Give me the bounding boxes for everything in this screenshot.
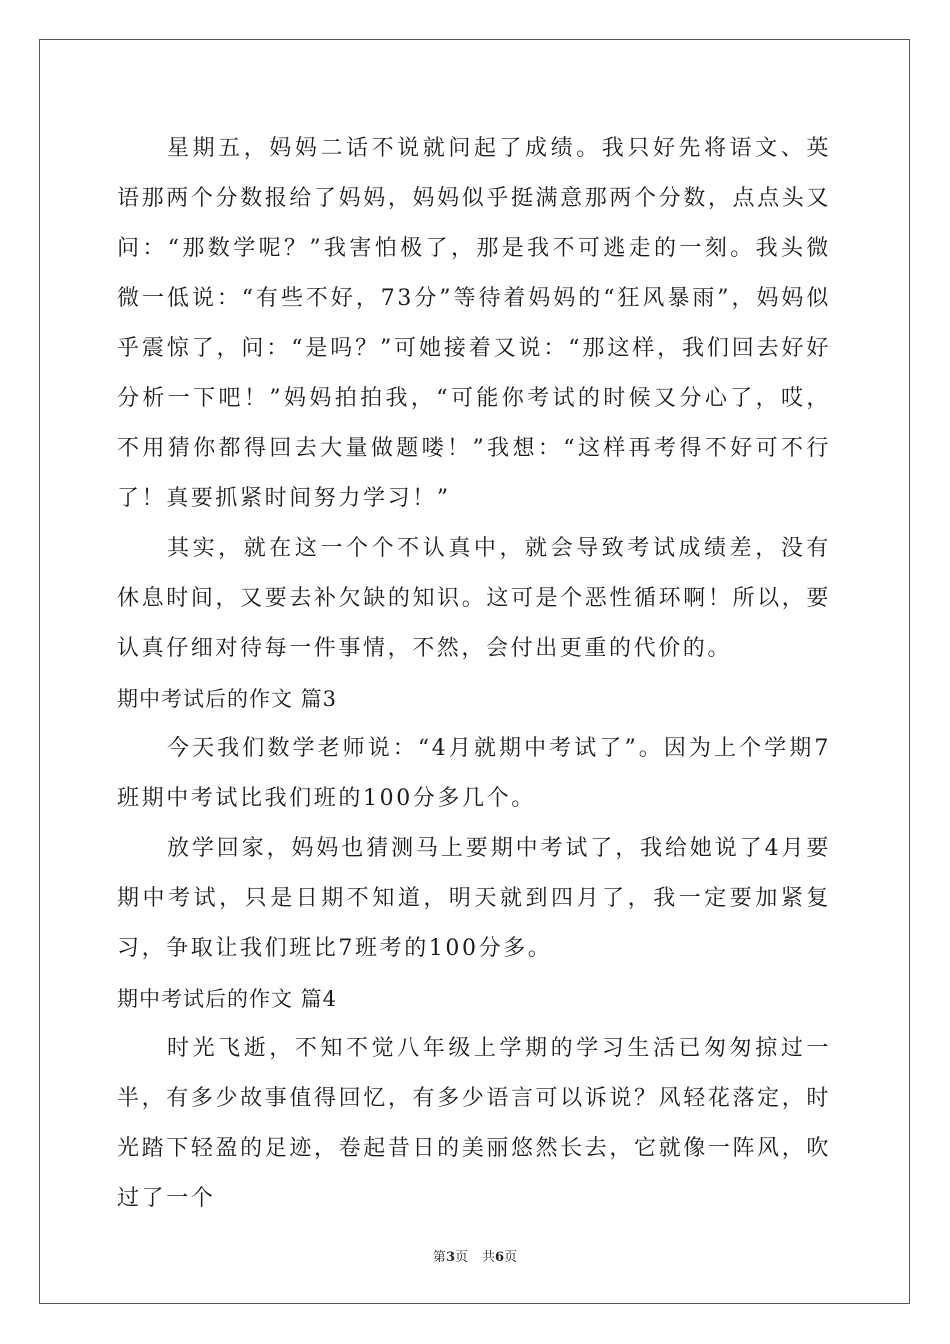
paragraph: 今天我们数学老师说：“4月就期中考试了”。因为上个学期7班期中考试比我们班的100分多几个。 (117, 736, 831, 811)
paragraph: 时光飞逝，不知不觉八年级上学期的学习生活已匆匆掠过一半，有多少故事值得回忆，有多少语言可以诉说？风轻花落定，时光踏下轻盈的足迹，卷起昔日的美丽悠然长去，它就像一阵风，吹过了一个 (117, 1036, 831, 1211)
section-heading-4: 期中考试后的作文 篇4 (117, 987, 338, 1011)
section-heading-3: 期中考试后的作文 篇3 (117, 687, 338, 711)
total-suffix: 页 (504, 1250, 518, 1265)
document-body (117, 124, 831, 1224)
paragraph: 放学回家，妈妈也猜测马上要期中考试了，我给她说了4月要期中考试，只是日期不知道，明天就到四月了，我一定要加紧复习，争取让我们班比7班考的100分多。 (117, 836, 831, 961)
page-suffix: 页 (454, 1250, 468, 1265)
page-prefix: 第 (432, 1250, 446, 1265)
paragraph: 星期五，妈妈二话不说就问起了成绩。我只好先将语文、英语那两个分数报给了妈妈，妈妈似乎挺满意那两个分数，点点头又问：“那数学呢？”我害怕极了，那是我不可逃走的一刻。我头微微一低说：“有些不好，73分”等待着妈妈的“狂风暴雨”，妈妈似乎震惊了，问：“是吗？”可她接着又说：“那这样，我们回去好好分析一下吧！”妈妈拍拍我，“可能你考试的时候又分心了，哎，不用猜你都得回去大量做题喽！”我想：“这样再考得不好可不行了！真要抓紧时间努力学习！” (117, 136, 831, 511)
page-current: 3 (445, 1250, 455, 1265)
paragraph: 其实，就在这一个个不认真中，就会导致考试成绩差，没有休息时间，又要去补欠缺的知识。这可是个恶性循环啊！所以，要认真仔细对待每一件事情，不然，会付出更重的代价的。 (117, 536, 831, 661)
page-footer (0, 1246, 950, 1265)
total-prefix: 共 (482, 1250, 496, 1265)
page-total: 6 (495, 1250, 505, 1265)
